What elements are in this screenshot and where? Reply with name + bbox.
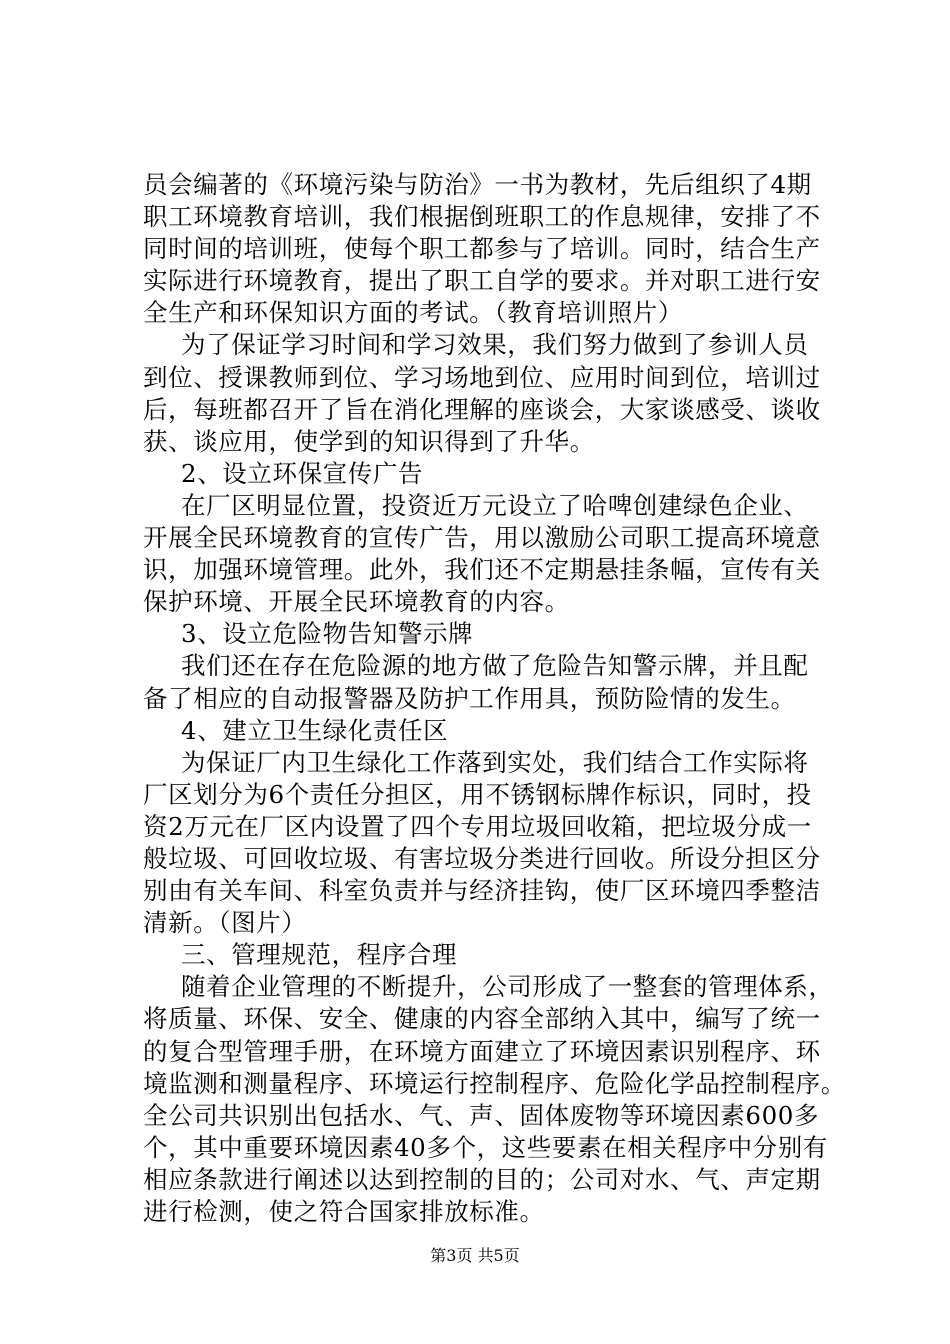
text-line: 同时间的培训班，使每个职工都参与了培训。同时，结合生产	[143, 234, 821, 264]
text-line: 开展全民环境教育的宣传广告，用以激励公司职工提高环境意	[143, 523, 821, 553]
text-line: 后，每班都召开了旨在消化理解的座谈会，大家谈感受、谈收	[143, 394, 821, 424]
text-line: 到位、授课教师到位、学习场地到位、应用时间到位，培训过	[143, 362, 821, 392]
text-line: 随着企业管理的不断提升，公司形成了一整套的管理体系，	[181, 972, 834, 1002]
text-line: 全公司共识别出包括水、气、声、固体废物等环境因素600多	[143, 1100, 820, 1130]
text-line: 清新。（图片）	[143, 908, 307, 938]
text-line: 为了保证学习时间和学习效果，我们努力做到了参训人员	[181, 330, 809, 360]
text-line: 般垃圾、可回收垃圾、有害垃圾分类进行回收。所设分担区分	[143, 843, 821, 873]
text-line: 三、管理规范，程序合理	[181, 940, 458, 970]
text-line: 识，加强环境管理。此外，我们还不定期悬挂条幅，宣传有关	[143, 555, 821, 585]
page-footer: 第3页 共5页	[430, 1246, 520, 1265]
document-body	[143, 169, 846, 1228]
text-line: 个，其中重要环境因素40多个，这些要素在相关程序中分别有	[143, 1132, 828, 1162]
text-line: 3、设立危险物告知警示牌	[181, 619, 474, 649]
text-line: 我们还在存在危险源的地方做了危险告知警示牌，并且配	[181, 651, 809, 681]
text-line: 4、建立卫生绿化责任区	[181, 715, 449, 745]
text-line: 境监测和测量程序、环境运行控制程序、危险化学品控制程序。	[143, 1068, 846, 1098]
text-line: 获、谈应用，使学到的知识得到了升华。	[143, 426, 595, 456]
text-line: 全生产和环保知识方面的考试。（教育培训照片）	[143, 298, 683, 328]
text-line: 进行检测，使之符合国家排放标准。	[143, 1197, 545, 1226]
text-line: 实际进行环境教育，提出了职工自学的要求。并对职工进行安	[143, 266, 821, 296]
text-line: 将质量、环保、安全、健康的内容全部纳入其中，编写了统一	[143, 1004, 821, 1034]
text-line: 资2万元在厂区内设置了四个专用垃圾回收箱，把垃圾分成一	[143, 811, 812, 841]
text-line: 的复合型管理手册，在环境方面建立了环境因素识别程序、环	[143, 1036, 821, 1066]
text-line: 在厂区明显位置，投资近万元设立了哈啤创建绿色企业、	[181, 490, 809, 520]
text-line: 保护环境、开展全民环境教育的内容。	[143, 587, 570, 617]
text-line: 别由有关车间、科室负责并与经济挂钩，使厂区环境四季整洁	[143, 876, 821, 906]
text-line: 相应条款进行阐述以达到控制的目的；公司对水、气、声定期	[143, 1164, 821, 1194]
text-line: 为保证厂内卫生绿化工作落到实处，我们结合工作实际将	[181, 747, 809, 777]
text-line: 员会编著的《环境污染与防治》一书为教材，先后组织了4期	[143, 170, 812, 199]
text-line: 2、设立环保宣传广告	[181, 458, 424, 488]
text-line: 职工环境教育培训，我们根据倒班职工的作息规律，安排了不	[143, 202, 821, 232]
text-line: 备了相应的自动报警器及防护工作用具，预防险情的发生。	[143, 683, 796, 713]
text-line: 厂区划分为6个责任分担区，用不锈钢标牌作标识，同时，投	[143, 779, 812, 809]
